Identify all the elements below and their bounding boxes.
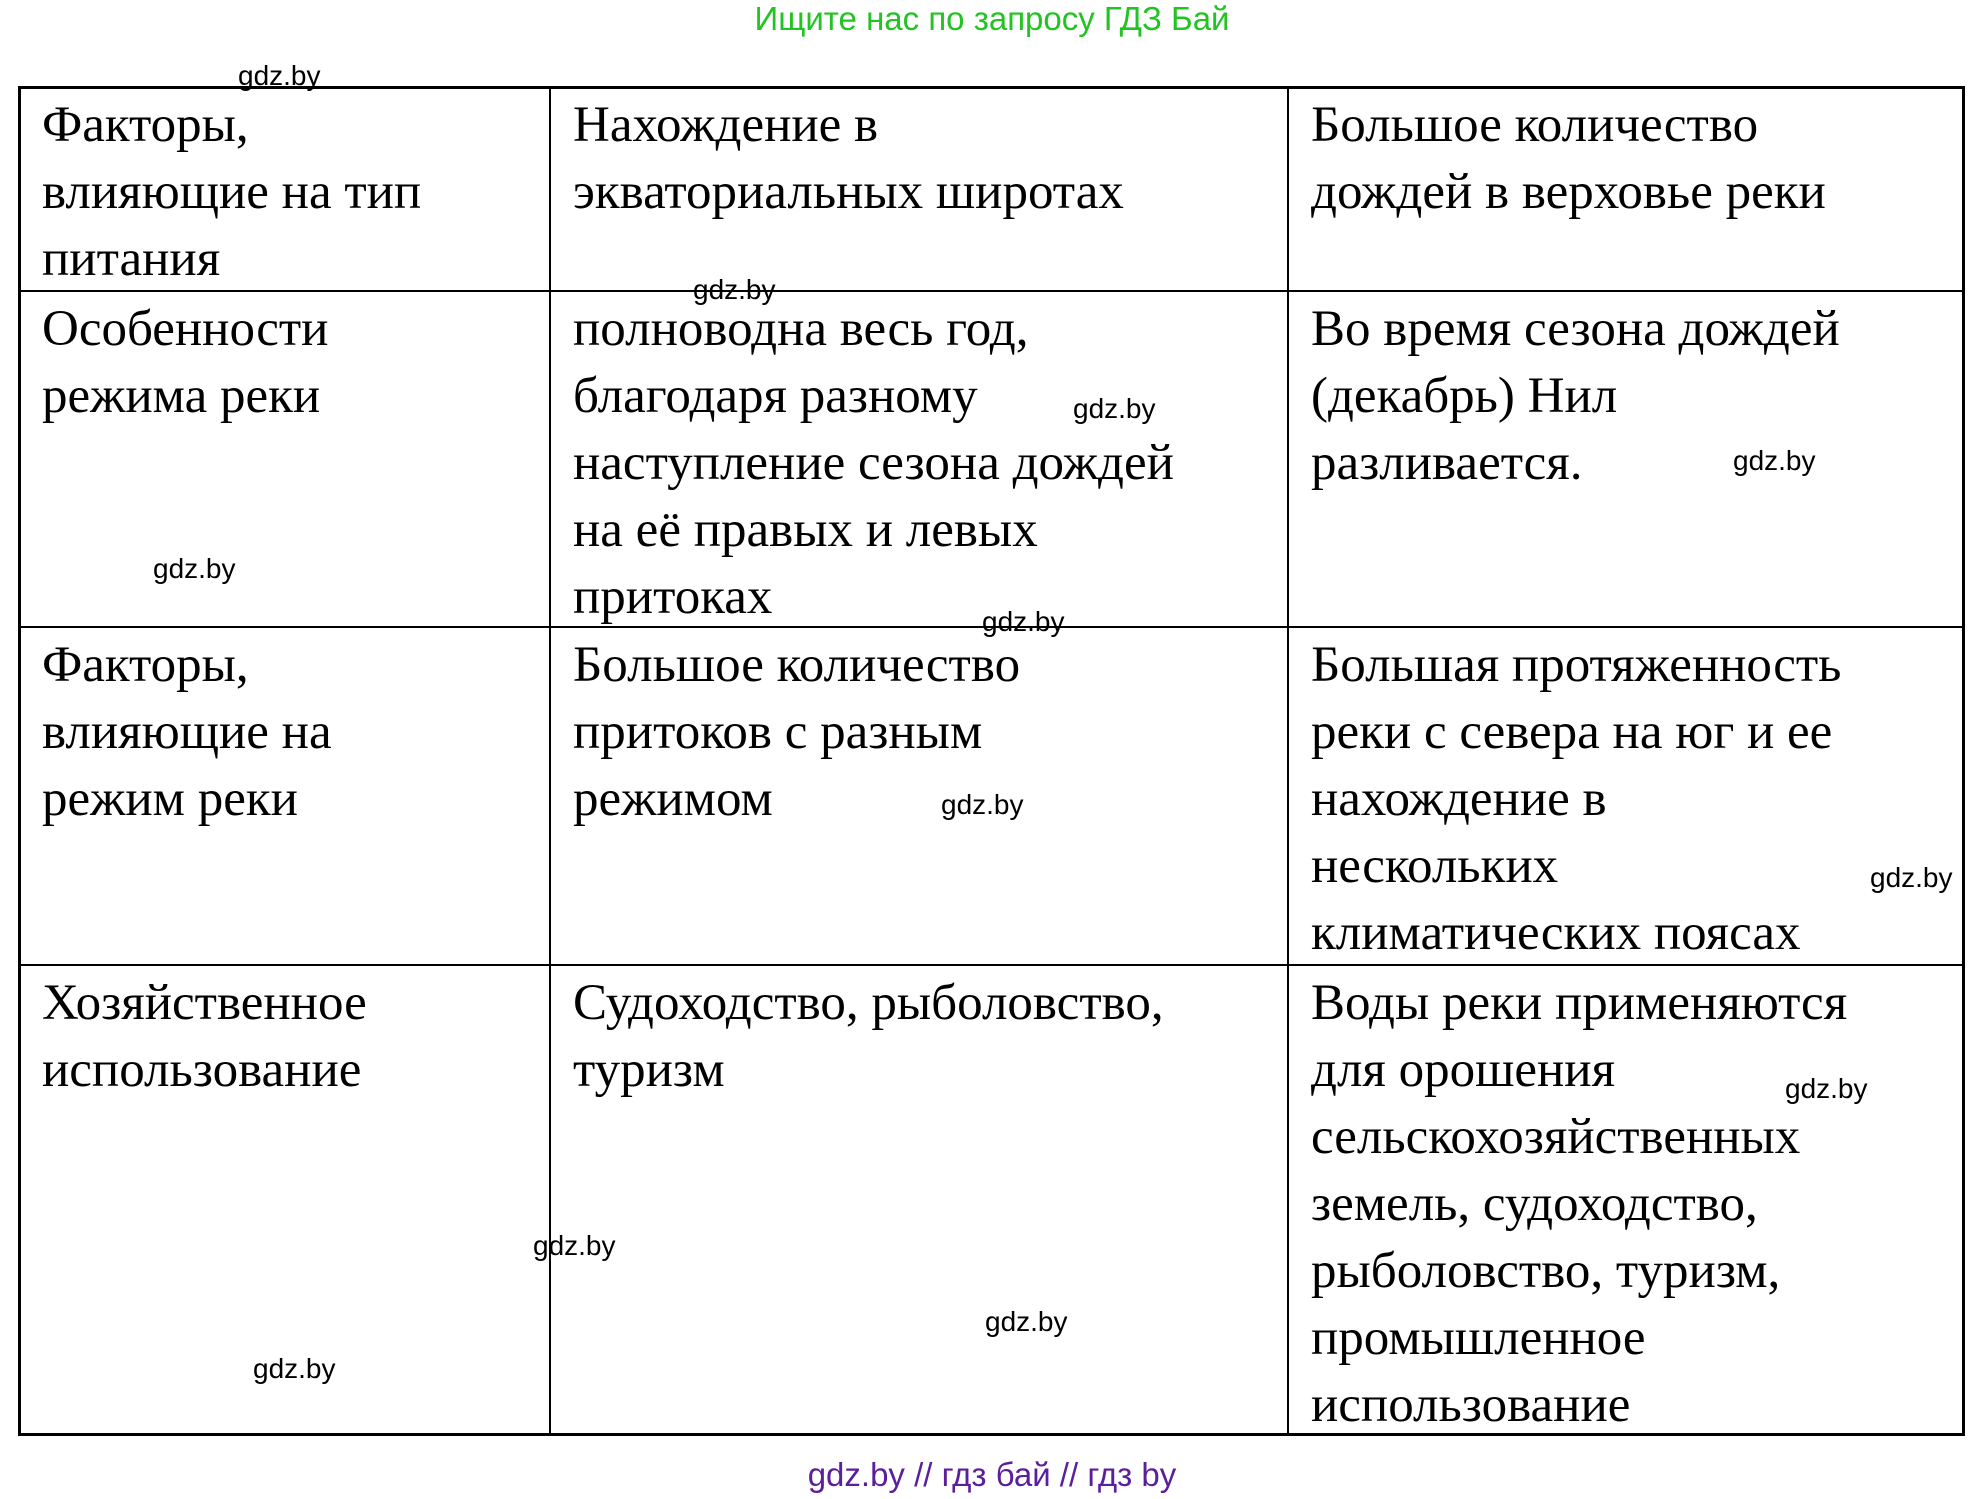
cell-line: Хозяйственное [42, 975, 367, 1031]
cell-line: сельскохозяйственных [1311, 1109, 1801, 1165]
table-cell [42, 970, 367, 1104]
watermark: gdz.by [1733, 445, 1816, 476]
cell-line: полноводна весь год, [573, 301, 1029, 357]
cell-line: притоков с разным [573, 704, 983, 760]
cell-line: Воды реки применяются [1311, 975, 1848, 1031]
cell-line: Большое количество [1311, 97, 1759, 153]
cell-line: Факторы, [42, 637, 249, 693]
watermark: gdz.by [1785, 1073, 1868, 1104]
cell-line: благодаря разному [573, 368, 978, 424]
cell-line: притоках [573, 569, 773, 625]
table-cell [573, 970, 1164, 1104]
cell-line: рыболовство, туризм, [1311, 1243, 1781, 1299]
cell-line: режимом [573, 771, 773, 827]
cell-line: климатических поясах [1311, 905, 1801, 961]
cell-line: Большая протяженность [1311, 637, 1842, 693]
cell-line: реки с севера на юг и ее [1311, 704, 1833, 760]
footer-links: gdz.by // гдз бай // гдз by [807, 1456, 1177, 1493]
watermark: gdz.by [1073, 393, 1156, 424]
cell-line: наступление сезона дождей [573, 435, 1174, 491]
cell-line: режима реки [42, 368, 321, 424]
search-hint-banner: Ищите нас по запросу ГДЗ Бай [754, 0, 1230, 37]
cell-line: дождей в верховье реки [1311, 164, 1826, 220]
table-cell [1311, 970, 1847, 1439]
cell-line: Факторы, [42, 97, 249, 153]
watermark: gdz.by [1870, 862, 1953, 893]
table-cell [42, 632, 332, 833]
watermark: gdz.by [533, 1230, 616, 1261]
cell-line: Большое количество [573, 637, 1021, 693]
watermark: gdz.by [693, 274, 776, 305]
cell-line: промышленное [1311, 1310, 1646, 1366]
watermark: gdz.by [253, 1353, 336, 1384]
watermark: gdz.by [985, 1306, 1068, 1337]
cell-line: туризм [573, 1042, 725, 1098]
cell-line: использование [1311, 1377, 1631, 1433]
table-cell [1311, 92, 1826, 226]
cell-line: нахождение в [1311, 771, 1607, 827]
cell-line: земель, судоходство, [1311, 1176, 1758, 1232]
cell-line: влияющие на тип [42, 164, 422, 220]
cell-line: использование [42, 1042, 362, 1098]
cell-line: (декабрь) Нил [1311, 368, 1618, 424]
cell-line: режим реки [42, 771, 298, 827]
watermark: gdz.by [982, 606, 1065, 637]
table-cell [42, 296, 328, 430]
cell-line: экваториальных широтах [573, 164, 1124, 220]
table-cell [573, 296, 1174, 631]
cell-line: разливается. [1311, 435, 1583, 491]
watermark: gdz.by [238, 60, 321, 91]
cell-line: питания [42, 231, 221, 287]
table-cell [42, 92, 421, 293]
cell-line: Во время сезона дождей [1311, 301, 1840, 357]
watermark: gdz.by [153, 553, 236, 584]
cell-line: Судоходство, рыболовство, [573, 975, 1164, 1031]
cell-line: нескольких [1311, 838, 1559, 894]
cell-line: влияющие на [42, 704, 332, 760]
cell-line: на её правых и левых [573, 502, 1038, 558]
cell-line: Особенности [42, 301, 329, 357]
column-divider [1287, 89, 1289, 1433]
watermark: gdz.by [941, 789, 1024, 820]
cell-line: Нахождение в [573, 97, 879, 153]
cell-line: для орошения [1311, 1042, 1616, 1098]
table-cell [1311, 632, 1841, 967]
table-cell [573, 92, 1124, 226]
